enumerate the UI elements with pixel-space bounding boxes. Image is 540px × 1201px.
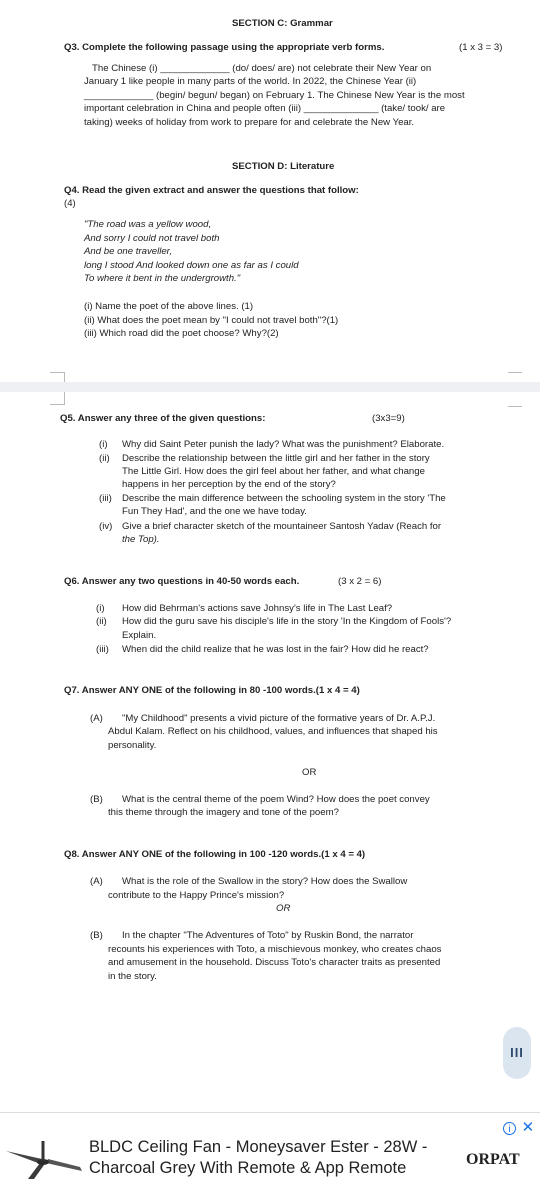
- q5-item-text: Fun They Had', and the one we have today.: [122, 506, 307, 517]
- document-page: [0, 0, 540, 382]
- q8-or: OR: [276, 903, 291, 914]
- page-corner-mark: [508, 406, 522, 408]
- section-d-title: SECTION D: Literature: [232, 161, 335, 172]
- q4-marks: (4): [64, 198, 76, 209]
- info-icon[interactable]: i: [503, 1122, 516, 1135]
- q4-question: (iii) Which road did the poet choose? Why?(2): [84, 328, 279, 339]
- q8-option-b-text: recounts his experiences with Toto, a mischievous monkey, who creates chaos: [108, 944, 442, 955]
- close-icon[interactable]: ✕: [521, 1119, 535, 1136]
- q4-heading: Q4. Read the given extract and answer the questions that follow:: [64, 185, 359, 196]
- q7-option-a-label: (A): [90, 713, 103, 724]
- ad-brand-logo[interactable]: ORPAT: [466, 1151, 520, 1168]
- q5-item-text: the Top).: [122, 534, 160, 545]
- q5-item-number: (iii): [99, 493, 112, 504]
- q3-line: _____________ (begin/ begun/ began) on February 1. The Chinese New Year is the most: [84, 90, 465, 101]
- document-page: [0, 392, 540, 1112]
- q5-marks: (3x3=9): [372, 413, 405, 424]
- q7-option-b-text: this theme through the imagery and tone of the poem?: [108, 807, 339, 818]
- q8-option-b-label: (B): [90, 930, 103, 941]
- ad-controls: [503, 1118, 534, 1136]
- q3-line: taking) weeks of holiday from work to prepare for and celebrate the New Year.: [84, 117, 415, 128]
- ad-title-line: BLDC Ceiling Fan - Moneysaver Ester - 28W -: [89, 1138, 428, 1156]
- q7-or: OR: [302, 767, 317, 778]
- poem-line: And sorry I could not travel both: [84, 233, 220, 244]
- q6-item-text: Explain.: [122, 630, 157, 641]
- q8-option-a-text: What is the role of the Swallow in the story? How does the Swallow: [122, 876, 408, 887]
- q8-option-b-text: In the chapter "The Adventures of Toto" by Ruskin Bond, the narrator: [122, 930, 414, 941]
- ad-title-line: Charcoal Grey With Remote & App Remote: [89, 1159, 407, 1177]
- q7-option-b-label: (B): [90, 794, 103, 805]
- poem-line: To where it bent in the undergrowth.": [84, 273, 241, 284]
- q6-item-text: How did the guru save his disciple's life in the story 'In the Kingdom of Fools'?: [122, 616, 452, 627]
- q5-item-text: The Little Girl. How does the girl feel about her father, and what change: [122, 466, 425, 477]
- q5-item-text: Describe the relationship between the little girl and her father in the story: [122, 453, 430, 464]
- ad-banner[interactable]: [0, 1112, 540, 1201]
- q7-option-a-text: Abdul Kalam. Reflect on his childhood, values, and influences that shaped his: [108, 726, 438, 737]
- q3-line: The Chinese (i) _____________ (do/ does/ are) not celebrate their New Year on: [92, 63, 432, 74]
- q7-option-b-text: What is the central theme of the poem Wind? How does the poet convey: [122, 794, 430, 805]
- q3-marks: (1 x 3 = 3): [459, 42, 503, 53]
- q8-option-a-text: contribute to the Happy Prince's mission?: [108, 890, 285, 901]
- q6-item-number: (iii): [96, 644, 109, 655]
- q7-heading: Q7. Answer ANY ONE of the following in 80 -100 words.(1 x 4 = 4): [64, 685, 360, 696]
- q5-item-text: Give a brief character sketch of the mountaineer Santosh Yadav (Reach for: [122, 521, 442, 532]
- q7-option-a-text: personality.: [108, 740, 157, 751]
- q5-item-text: happens in her perception by the end of the story?: [122, 479, 336, 490]
- q8-heading: Q8. Answer ANY ONE of the following in 100 -120 words.(1 x 4 = 4): [64, 849, 366, 860]
- q8-option-b-text: and amusement in the household. Discuss Toto's character traits as presented: [108, 957, 441, 968]
- q4-question: (ii) What does the poet mean by "I could not travel both"?(1): [84, 315, 339, 326]
- q3-heading: Q3. Complete the following passage using the appropriate verb forms.: [64, 42, 385, 53]
- q5-item-number: (i): [99, 439, 108, 450]
- q5-item-text: Why did Saint Peter punish the lady? What was the punishment? Elaborate.: [122, 439, 445, 450]
- q3-line: important celebration in China and people often (iii) ______________ (take/ took/ are: [84, 103, 446, 114]
- q8-option-a-label: (A): [90, 876, 103, 887]
- ceiling-fan-image: [4, 1137, 84, 1181]
- page-corner-mark: [508, 372, 522, 374]
- fast-scroll-handle[interactable]: III: [503, 1027, 531, 1079]
- q6-heading: Q6. Answer any two questions in 40-50 words each.: [64, 576, 300, 587]
- q8-option-b-text: in the story.: [108, 971, 157, 982]
- page-corner-mark: [50, 392, 65, 405]
- poem-line: long I stood And looked down one as far as I could: [84, 260, 299, 271]
- poem-line: And be one traveller,: [84, 246, 173, 257]
- q5-heading: Q5. Answer any three of the given questions:: [60, 413, 266, 424]
- q6-item-text: How did Behrman's actions save Johnsy's life in The Last Leaf?: [122, 603, 393, 614]
- q4-question: (i) Name the poet of the above lines. (1): [84, 301, 254, 312]
- q7-option-a-text: "My Childhood" presents a vivid picture of the formative years of Dr. A.P.J.: [122, 713, 436, 724]
- q6-item-number: (i): [96, 603, 105, 614]
- q5-item-number: (iv): [99, 521, 113, 532]
- q5-item-number: (ii): [99, 453, 110, 464]
- ad-title[interactable]: [89, 1137, 427, 1179]
- q6-marks: (3 x 2 = 6): [338, 576, 382, 587]
- page-separator: [0, 382, 540, 392]
- q5-item-text: Describe the main difference between the schooling system in the story 'The: [122, 493, 446, 504]
- poem-line: "The road was a yellow wood,: [84, 219, 212, 230]
- q6-item-text: When did the child realize that he was lost in the fair? How did he react?: [122, 644, 429, 655]
- q6-item-number: (ii): [96, 616, 107, 627]
- q3-line: January 1 like people in many parts of the world. In 2022, the Chinese Year (ii): [84, 76, 417, 87]
- section-c-title: SECTION C: Grammar: [232, 18, 333, 29]
